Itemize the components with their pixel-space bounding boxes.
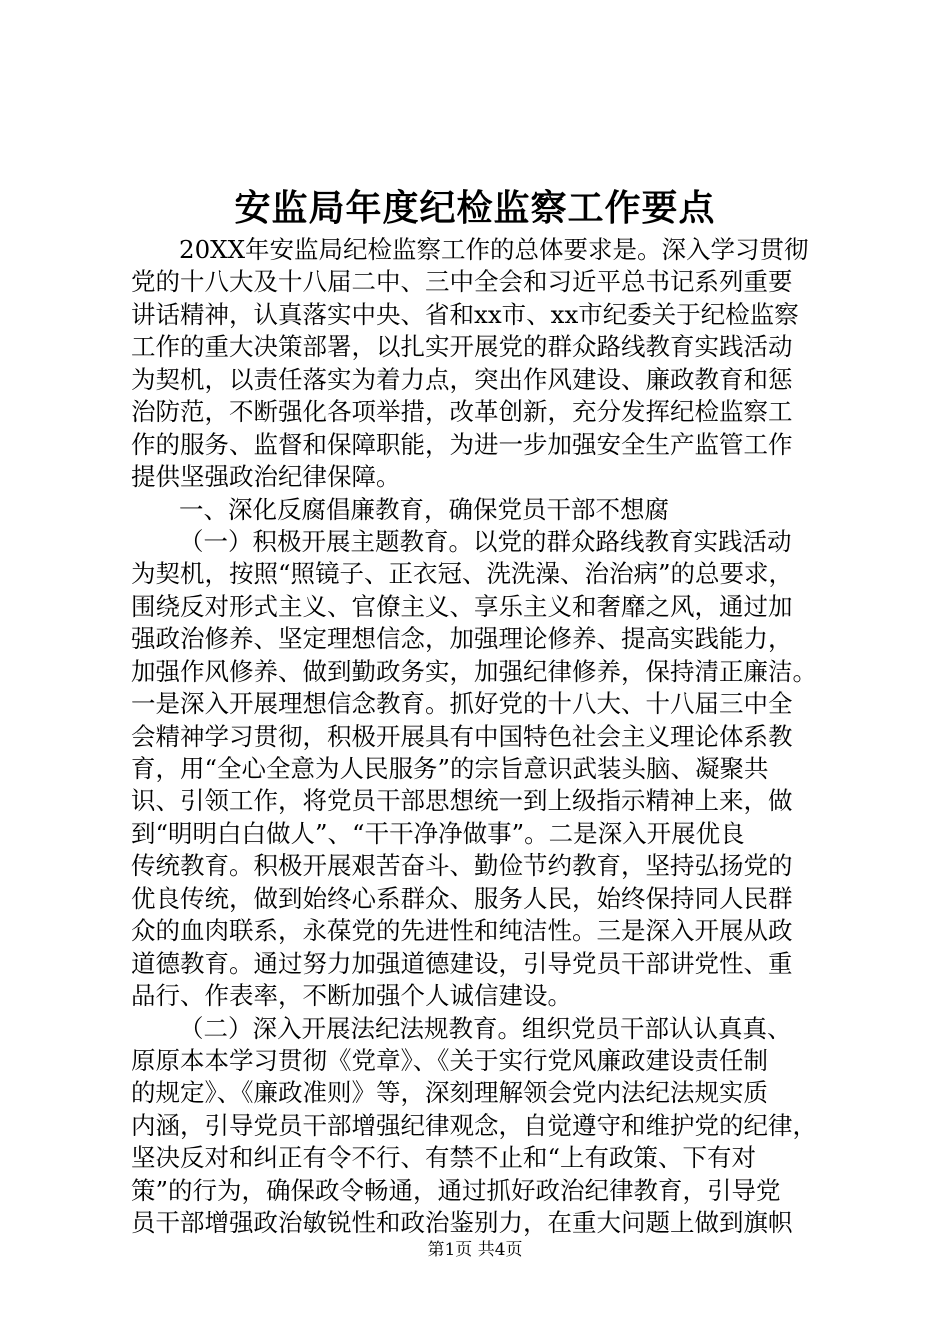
text-line: 育，用“全心全意为人民服务”的宗旨意识武装头脑、凝聚共 [131,754,769,783]
text-line: 作的服务、监督和保障职能，为进一步加强安全生产监管工作 [131,429,793,459]
text-line: 为契机，以责任落实为着力点，突出作风建设、廉政教育和惩 [131,364,793,394]
text-line: 一是深入开展理想信念教育。抓好党的十八大、十八届三中全 [131,689,793,719]
text-line: 加强作风修养、做到勤政务实，加强纪律修养，保持清正廉洁。 [131,656,817,686]
text-line: 品行、作表率，不断加强个人诚信建设。 [131,981,572,1011]
text-line: 坚决反对和纠正有令不行、有禁不止和“上有政策、下有对 [131,1143,757,1173]
text-line: （一）积极开展主题教育。以党的群众路线教育实践活动 [179,526,792,556]
text-line: 讲话精神，认真落实中央、省和xx市、xx市纪委关于纪检监察 [131,299,799,329]
text-line: 众的血肉联系，永葆党的先进性和纯洁性。三是深入开展从政 [131,916,793,946]
section-heading: 一、深化反腐倡廉教育，确保党员干部不想腐 [179,494,669,524]
text-line: 围绕反对形式主义、官僚主义、享乐主义和奢靡之风，通过加 [131,591,793,621]
text-line: 优良传统，做到始终心系群众、服务人民，始终保持同人民群 [131,883,793,913]
text-line: 识、引领工作，将党员干部思想统一到上级指示精神上来，做 [131,786,793,816]
text-line: 的规定》、《廉政准则》等，深刻理解领会党内法纪法规实质 [131,1078,768,1108]
text-line: 策”的行为，确保政令畅通，通过抓好政治纪律教育，引导党 [131,1175,781,1205]
text-line: 员干部增强政治敏锐性和政治鉴别力，在重大问题上做到旗帜 [131,1208,793,1238]
page-footer: 第1页 共4页 [427,1240,523,1260]
document-title: 安监局年度纪检监察工作要点 [234,187,716,229]
text-line: 道德教育。通过努力加强道德建设，引导党员干部讲党性、重 [131,948,793,978]
text-line: 强政治修养、坚定理想信念，加强理论修养、提高实践能力， [131,624,793,654]
text-line: 20XX年安监局纪检监察工作的总体要求是。深入学习贯彻 [179,235,809,264]
text-line: 为契机，按照“照镜子、正衣冠、洗洗澡、治治病”的总要求， [131,559,794,589]
text-line: 到“明明白白做人”、“干干净净做事”。二是深入开展优良 [131,818,745,848]
text-line: 党的十八大及十八届二中、三中全会和习近平总书记系列重要 [131,267,793,297]
document-body [131,234,821,1240]
text-line: 传统教育。积极开展艰苦奋斗、勤俭节约教育，坚持弘扬党的 [131,851,793,881]
text-line: 原原本本学习贯彻《党章》、《关于实行党风廉政建设责任制 [131,1045,768,1075]
text-line: 内涵，引导党员干部增强纪律观念，自觉遵守和维护党的纪律， [131,1110,817,1140]
text-line: 提供坚强政治纪律保障。 [131,462,401,492]
text-line: （二）深入开展法纪法规教育。组织党员干部认认真真、 [179,1013,792,1043]
text-line: 会精神学习贯彻，积极开展具有中国特色社会主义理论体系教 [131,721,793,751]
text-line: 治防范，不断强化各项举措，改革创新，充分发挥纪检监察工 [131,397,793,427]
text-line: 工作的重大决策部署，以扎实开展党的群众路线教育实践活动 [131,332,793,362]
